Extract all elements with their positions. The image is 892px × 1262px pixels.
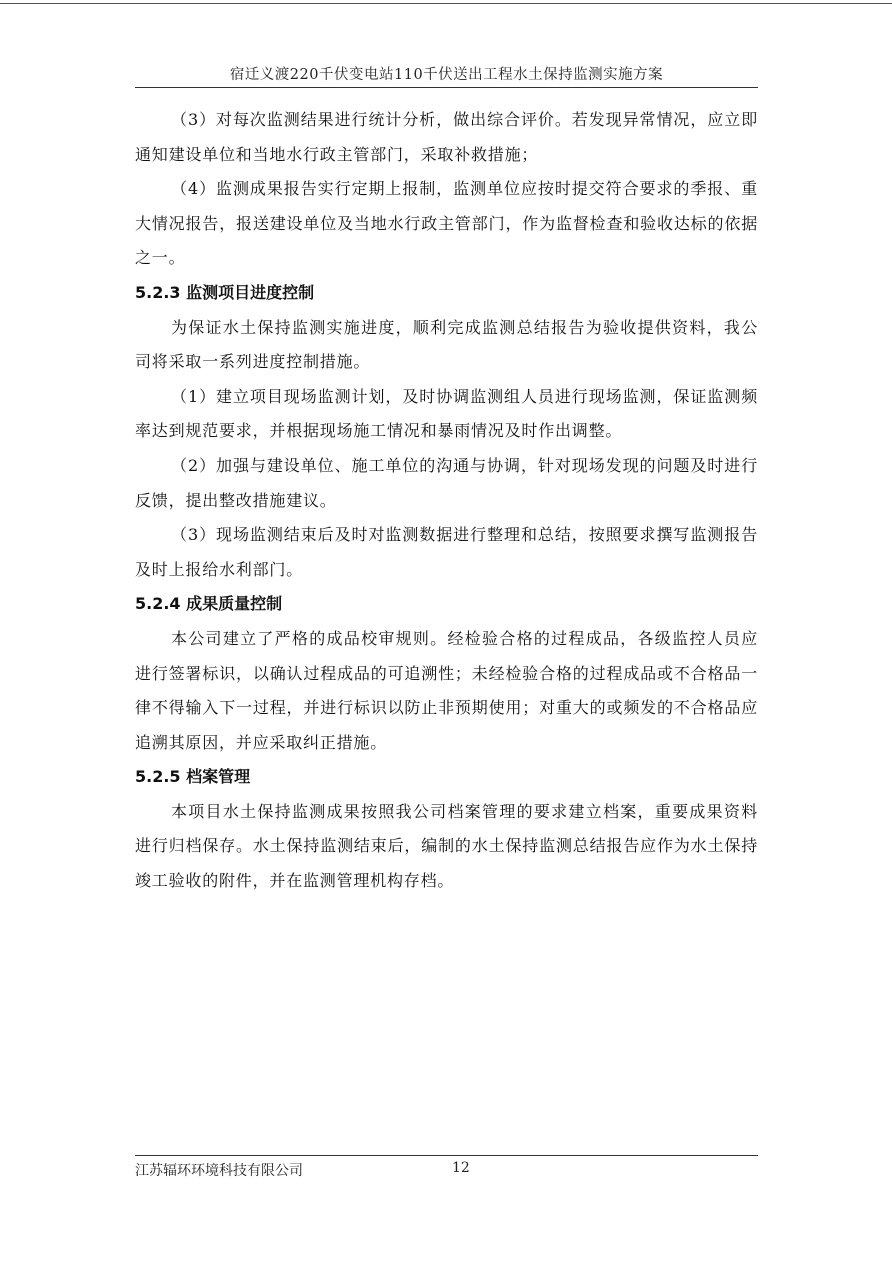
header-rule [135, 87, 758, 88]
document-body [135, 103, 758, 899]
section-heading-5-2-4: 5.2.4 成果质量控制 [135, 594, 283, 614]
paragraph-item-3: （3）对每次监测结果进行统计分析，做出综合评价。若发现异常情况，应立即通知建设单位和当地水行政主管部门，采取补救措施； [135, 110, 758, 164]
paragraph-progress-2: （2）加强与建设单位、施工单位的沟通与协调，针对现场发现的问题及时进行反馈，提出整改措施建议。 [135, 455, 758, 510]
footer-company: 江苏辐环环境科技有限公司 [135, 1163, 303, 1179]
paragraph-progress-3: （3）现场监测结束后及时对监测数据进行整理和总结，按照要求撰写监测报告及时上报给水利部门。 [135, 525, 758, 579]
paragraph-item-4: （4）监测成果报告实行定期上报制，监测单位应按时提交符合要求的季报、重大情况报告，报送建设单位及当地水行政主管部门，作为监督检查和验收达标的依据之一。 [135, 179, 758, 268]
paragraph-quality-control: 本公司建立了严格的成品校审规则。经检验合格的过程成品，各级监控人员应进行签署标识，以确认过程成品的可追溯性；未经检验合格的过程成品或不合格品一律不得输入下一过程，并进行标识以防止非预期使用；对重大的或频发的不合格品应追溯其原因，并应采取纠正措施。 [135, 628, 758, 752]
page-top-border [0, 3, 892, 4]
page-number: 12 [452, 1160, 470, 1176]
section-heading-5-2-5: 5.2.5 档案管理 [135, 767, 251, 787]
paragraph-progress-intro: 为保证水土保持监测实施进度，顺利完成监测总结报告为验收提供资料，我公司将采取一系列进度控制措施。 [135, 317, 758, 372]
paragraph-archive-management: 本项目水土保持监测成果按照我公司档案管理的要求建立档案，重要成果资料进行归档保存。水土保持监测结束后，编制的水土保持监测总结报告应作为水土保持竣工验收的附件，并在监测管理机构存档。 [135, 801, 758, 891]
section-heading-5-2-3: 5.2.3 监测项目进度控制 [135, 282, 315, 302]
running-header: 宿迁义渡220千伏变电站110千伏送出工程水土保持监测实施方案 [229, 67, 664, 83]
footer-rule [135, 1155, 758, 1156]
paragraph-progress-1: （1）建立项目现场监测计划，及时协调监测组人员进行现场监测，保证监测频率达到规范要求，并根据现场施工情况和暴雨情况及时作出调整。 [135, 386, 758, 441]
